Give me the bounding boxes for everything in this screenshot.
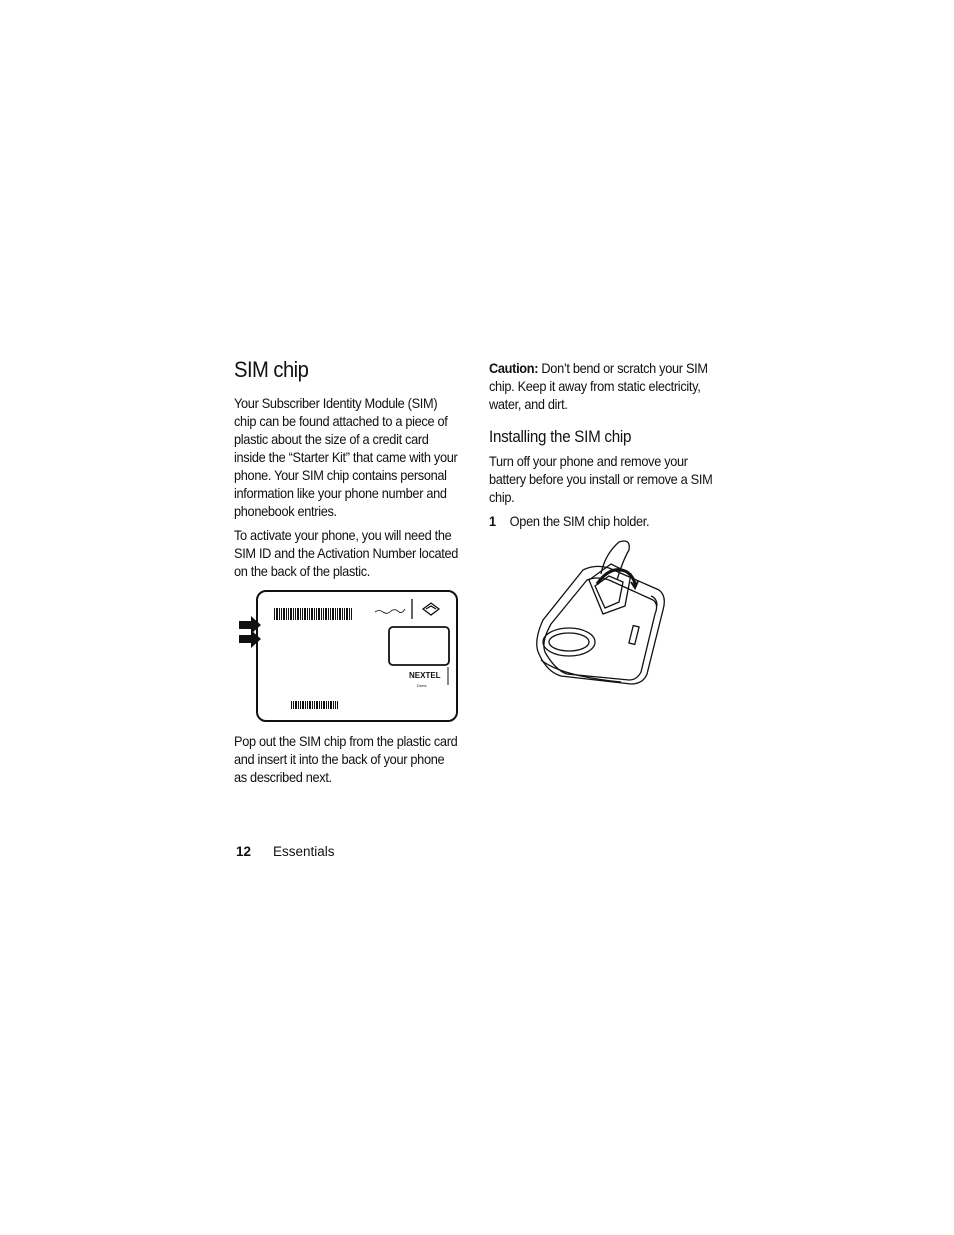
page-footer [236, 844, 335, 859]
left-column-bottom [234, 733, 460, 793]
section-title: SIM chip [234, 357, 309, 382]
barcode-bottom [291, 701, 338, 709]
installing-subtitle: Installing the SIM chip [489, 428, 632, 446]
caution-paragraph [489, 360, 720, 414]
section-name: Essentials [273, 844, 335, 859]
activation-paragraph: To activate your phone, you will need the SIM ID and the Activation Number located on the back of the plastic. [234, 528, 459, 579]
page-number: 12 [236, 844, 252, 859]
phone-sim-holder-illustration [531, 536, 671, 686]
right-column [489, 360, 721, 531]
step-1 [489, 513, 707, 531]
sim-chip [389, 627, 449, 665]
sim-card-illustration [237, 589, 461, 725]
card-brand: NEXTEL [409, 671, 441, 680]
speaker-icon [543, 628, 595, 656]
step-text: Open the SIM chip holder. [509, 514, 650, 529]
caution-text: Don’t bend or scratch your SIM chip. Keep it away from static electricity, water, and dirt. [489, 361, 708, 412]
caution-label: Caution: [489, 361, 539, 376]
pop-out-paragraph: Pop out the SIM chip from the plastic card and insert it into the back of your phone as described next. [234, 734, 458, 785]
left-column [234, 357, 460, 587]
step-number: 1 [489, 514, 496, 529]
power-off-paragraph: Turn off your phone and remove your battery before you install or remove a SIM chip. [489, 454, 713, 505]
sim-intro-paragraph: Your Subscriber Identity Module (SIM) chip can be found attached to a piece of plastic about the size of a credit card inside the “Starter Kit” that came with your phone. Your SIM chip contains personal information like your phone number and phonebook entries. [234, 396, 458, 519]
card-tagline: Done [417, 683, 427, 688]
